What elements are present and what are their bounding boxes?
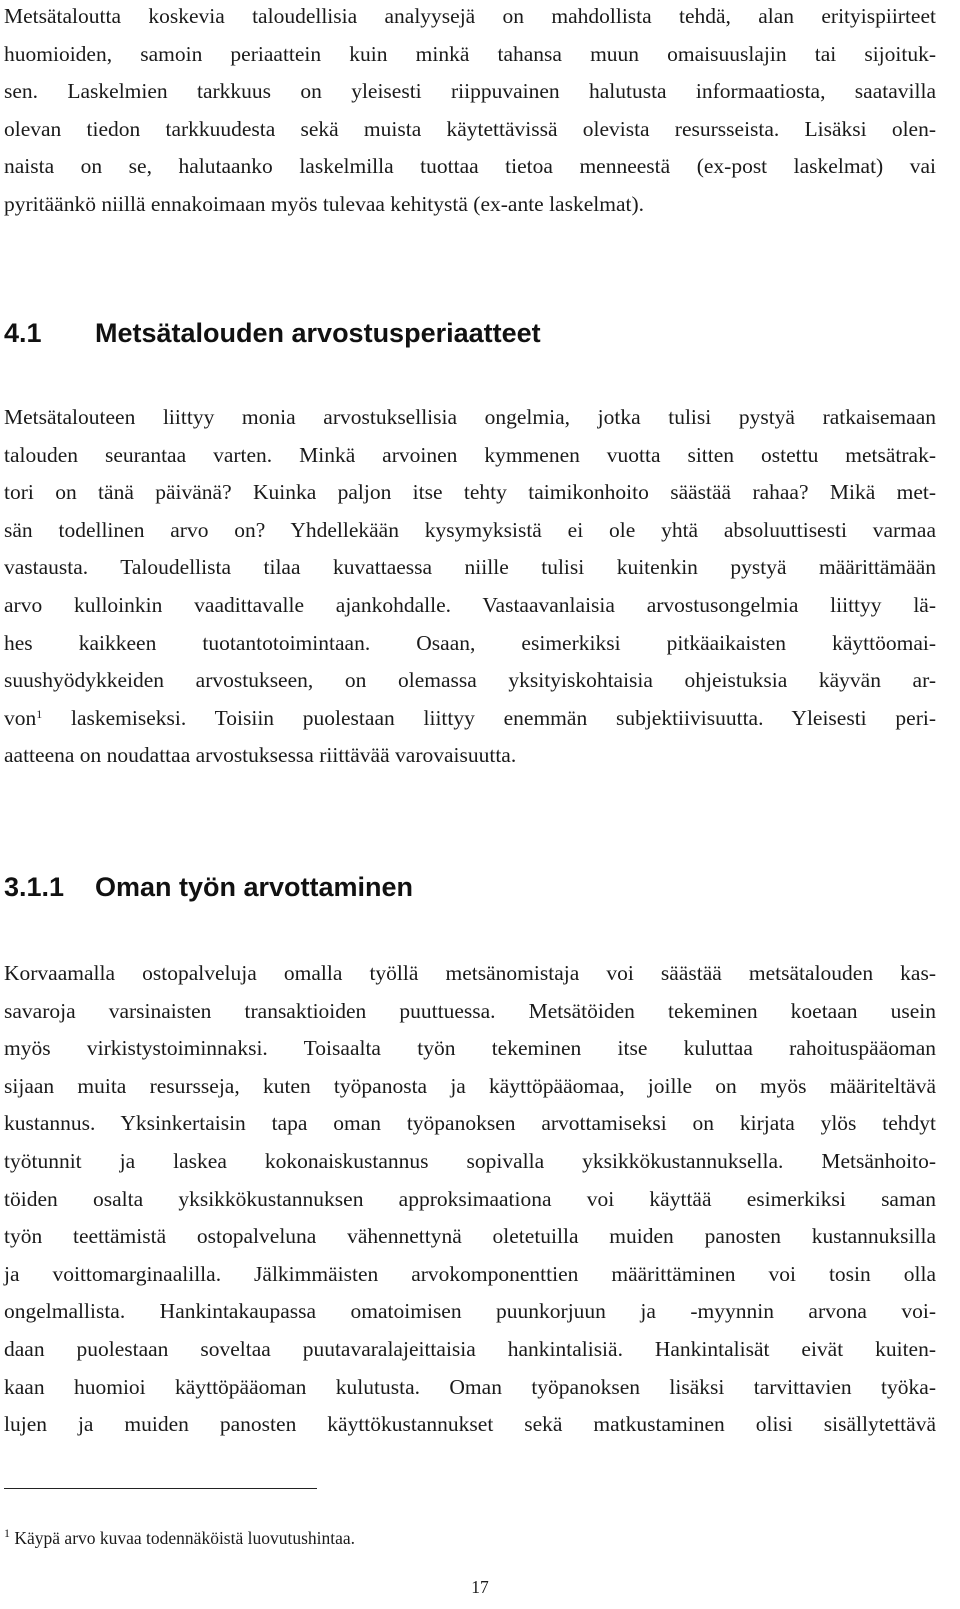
section-title: Metsätalouden arvostusperiaatteet [95,318,541,348]
section-number: 4.1 [4,318,42,348]
text-line: arvo kulloinkin vaadittavalle ajankohdalle. Vastaavanlaisia arvostusongelmia liittyy lä- [4,592,936,617]
own-work-paragraph [4,955,936,1444]
footnote-text: Käypä arvo kuvaa todennäköistä luovutushintaa. [10,1528,356,1548]
line-end: laskemiseksi. Toisiin puolestaan liittyy enemmän subjektiivisuutta. Yleisesti peri- [42,705,936,730]
text-line: pyritäänkö niillä ennakoimaan myös tulevaa kehitystä (ex-ante laskelmat). [4,191,645,216]
section-number: 3.1.1 [4,872,65,902]
text-line: olevan tiedon tarkkuudesta sekä muista käytettävissä olevista resursseista. Lisäksi olen- [4,116,936,141]
text-line: huomioiden, samoin periaattein kuin minkä tahansa muun omaisuuslajin tai sijoituk- [4,41,936,66]
text-line: Metsätaloutta koskevia taloudellisia analyysejä on mahdollista tehdä, alan erityispiirteet [4,4,936,28]
section-title: Oman työn arvottaminen [95,872,414,902]
text-line: vastausta. Taloudellista tilaa kuvattaessa niille tulisi kuitenkin pystyä määrittämään [4,555,936,580]
section-heading-4-1 [4,318,541,349]
text-line: sän todellinen arvo on? Yhdellekään kysymyksistä ei ole yhtä absoluuttisesti varmaa [4,517,936,542]
page-number: 17 [471,1577,489,1597]
text-line: savaroja varsinaisten transaktioiden puuttuessa. Metsätöiden tekeminen koetaan usein [4,998,936,1023]
text-line-with-footnote [4,700,936,738]
text-line: tori on tänä päivänä? Kuinka paljon itse tehty taimikonhoito säästää rahaa? Mikä met- [4,480,936,505]
text-line: naista on se, halutaanko laskelmilla tuottaa tietoa menneestä (ex-post laskelmat) vai [4,154,936,179]
text-line: aatteena on noudattaa arvostuksessa riittävää varovaisuutta. [4,743,517,768]
text-line: talouden seurantaa varten. Minkä arvoinen kymmenen vuotta sitten ostettu metsätrak- [4,442,936,467]
text-line: suushyödykkeiden arvostukseen, on olemassa yksityiskohtaisia ohjeistuksia käyvän ar- [4,668,936,693]
text-line: Korvaamalla ostopalveluja omalla työllä metsänomistaja voi säästää metsätalouden kas- [4,961,936,985]
text-line: töiden osalta yksikkökustannuksen approksimaationa voi käyttää esimerkiksi saman [4,1186,936,1211]
footnote-reference: 1 [36,706,43,721]
text-line: myös virkistystoiminnaksi. Toisaalta työn tekeminen itse kuluttaa rahoituspääoman [4,1036,936,1061]
line-start: von [4,705,37,730]
footnote [4,1528,355,1549]
text-line: työn teettämistä ostopalveluna vähennettynä oletetuilla muiden panosten kustannuksilla [4,1224,936,1249]
intro-paragraph [4,0,936,224]
text-line: ja voittomarginaalilla. Jälkimmäisten arvokomponenttien määrittäminen voi tosin olla [4,1261,936,1286]
text-line: sijaan muita resursseja, kuten työpanosta ja käyttöpääomaa, joille on myös määriteltävä [4,1073,936,1098]
text-line: Metsätalouteen liittyy monia arvostuksellisia ongelmia, jotka tulisi pystyä ratkaisemaan [4,405,936,429]
text-line: lujen ja muiden panosten käyttökustannukset sekä matkustaminen olisi sisällytettävä [4,1412,936,1437]
text-line: kustannus. Yksinkertaisin tapa oman työpanoksen arvottamiseksi on kirjata ylös tehdyt [4,1111,936,1136]
footnote-marker: 1 [4,1526,10,1540]
footnote-separator [4,1488,317,1489]
text-line: ongelmallista. Hankintakaupassa omatoimisen puunkorjuun ja -myynnin arvona voi- [4,1299,936,1324]
text-line: daan puolestaan soveltaa puutavaralajeittaisia hankintalisiä. Hankintalisät eivät kuiten- [4,1336,936,1361]
text-line: sen. Laskelmien tarkkuus on yleisesti riippuvainen halutusta informaatiosta, saatavilla [4,79,936,104]
section-heading-3-1-1 [4,872,413,903]
valuation-paragraph [4,399,936,775]
text-line: työtunnit ja laskea kokonaiskustannus sopivalla yksikkökustannuksella. Metsänhoito- [4,1148,936,1173]
text-line: hes kaikkeen tuotantotoimintaan. Osaan, esimerkiksi pitkäaikaisten käyttöomai- [4,630,936,655]
text-line: kaan huomioi käyttöpääoman kulutusta. Oman työpanoksen lisäksi tarvittavien työka- [4,1374,936,1399]
